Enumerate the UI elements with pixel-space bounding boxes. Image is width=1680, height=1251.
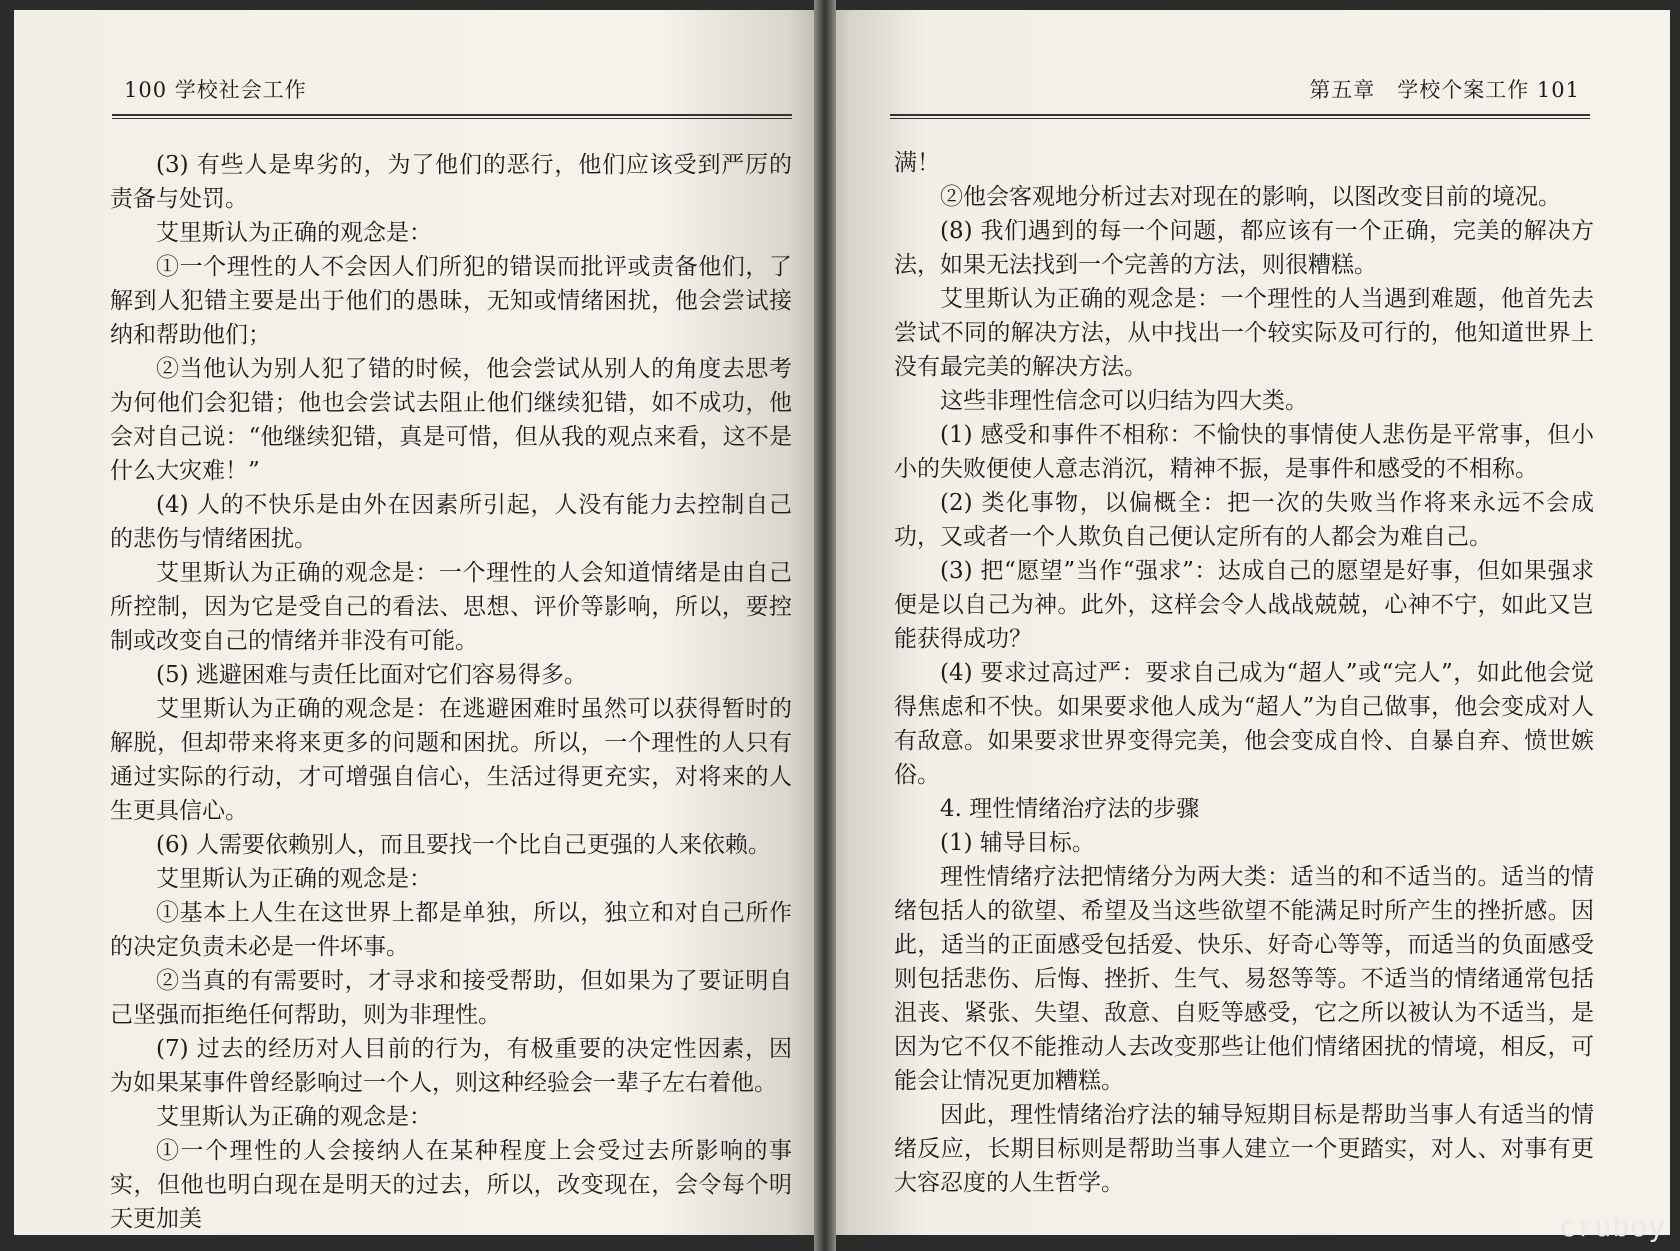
paragraph: 艾里斯认为正确的观念是： [156,1104,432,1130]
paragraph: ②他会客观地分析过去对现在的影响，以图改变目前的境况。 [940,184,1561,210]
paragraph: ②当真的有需要时，才寻求和接受帮助，但如果为了要证明自己坚强而拒绝任何帮助，则为非理性。 [110,968,792,1028]
paragraph: ②当他认为别人犯了错的时候，他会尝试从别人的角度去思考为何他们会犯错；他也会尝试去阻止他们继续犯错，如不成功，他会对自己说：“他继续犯错，真是可惜，但从我的观点来看，这不是什么大灾难！” [110,356,792,484]
left-page [14,10,822,1235]
paragraph: 艾里斯认为正确的观念是：一个理性的人当遇到难题，他首先去尝试不同的解决方法，从中找出一个较实际及可行的，他知道世界上没有最完美的解决方法。 [894,286,1594,380]
paragraph: 4. 理性情绪治疗法的步骤 [940,796,1200,822]
book-gutter [814,0,836,1251]
paragraph: (4) 人的不快乐是由外在因素所引起，人没有能力去控制自己的悲伤与情绪困扰。 [110,492,792,552]
paragraph: (2) 类化事物，以偏概全：把一次的失败当作将来永远不会成功，又或者一个人欺负自己便认定所有的人都会为难自己。 [894,490,1594,550]
right-page [824,10,1670,1235]
paragraph: (3) 把“愿望”当作“强求”：达成自己的愿望是好事，但如果强求便是以自己为神。此外，这样会令人战战兢兢，心神不宁，如此又岂能获得成功？ [894,558,1594,652]
watermark-text: cruboy [1558,1210,1666,1243]
left-page-body [110,148,792,1236]
paragraph: ①一个理性的人会接纳人在某种程度上会受过去所影响的事实，但他也明白现在是明天的过去，所以，改变现在，会令每个明天更加美 [110,1138,792,1232]
paragraph: (6) 人需要依赖别人，而且要找一个比自己更强的人来依赖。 [156,832,771,858]
paragraph: (3) 有些人是卑劣的，为了他们的恶行，他们应该受到严厉的责备与处罚。 [110,152,792,212]
paragraph: 艾里斯认为正确的观念是： [156,866,432,892]
paragraph: 因此，理性情绪治疗法的辅导短期目标是帮助当事人有适当的情绪反应，长期目标则是帮助当事人建立一个更踏实，对人、对事有更大容忍度的人生哲学。 [894,1102,1594,1196]
right-header-rule [890,114,1590,119]
left-page-header: 100 学校社会工作 [124,78,307,102]
left-header-rule [112,114,792,119]
paragraph: 理性情绪疗法把情绪分为两大类：适当的和不适当的。适当的情绪包括人的欲望、希望及当这些欲望不能满足时所产生的挫折感。因此，适当的正面感受包括爱、快乐、好奇心等等，而适当的负面感受则包括悲伤、后悔、挫折、生气、易怒等等。不适当的情绪通常包括沮丧、紧张、失望、敌意、自贬等感受，它之所以被认为不适当，是因为它不仅不能推动人去改变那些让他们情绪困扰的情境，相反，可能会让情况更加糟糕。 [894,864,1594,1094]
right-page-body [894,146,1594,1200]
paragraph: (1) 辅导目标。 [940,830,1095,856]
paragraph: ①基本上人生在这世界上都是单独，所以，独立和对自己所作的决定负责未必是一件坏事。 [110,900,792,960]
paragraph: (8) 我们遇到的每一个问题，都应该有一个正确，完美的解决方法，如果无法找到一个完善的方法，则很糟糕。 [894,218,1594,278]
paragraph: 艾里斯认为正确的观念是：在逃避困难时虽然可以获得暂时的解脱，但却带来将来更多的问题和困扰。所以，一个理性的人只有通过实际的行动，才可增强自信心，生活过得更充实，对将来的人生更具信心。 [110,696,792,824]
right-page-header: 第五章 学校个案工作 101 [1309,78,1580,102]
paragraph: (4) 要求过高过严：要求自己成为“超人”或“完人”，如此他会觉得焦虑和不快。如果要求他人成为“超人”为自己做事，他会变成对人有敌意。如果要求世界变得完美，他会变成自怜、自暴自弃、愤世嫉俗。 [894,660,1594,788]
paragraph: ①一个理性的人不会因人们所犯的错误而批评或责备他们，了解到人犯错主要是出于他们的愚昧，无知或情绪困扰，他会尝试接纳和帮助他们； [110,254,792,348]
paragraph: 这些非理性信念可以归结为四大类。 [940,388,1308,414]
paragraph: (1) 感受和事件不相称：不愉快的事情使人悲伤是平常事，但小小的失败便使人意志消沉，精神不振，是事件和感受的不相称。 [894,422,1594,482]
paragraph: 艾里斯认为正确的观念是：一个理性的人会知道情绪是由自己所控制，因为它是受自己的看法、思想、评价等影响，所以，要控制或改变自己的情绪并非没有可能。 [110,560,792,654]
paragraph: (5) 逃避困难与责任比面对它们容易得多。 [156,662,587,688]
paragraph: 艾里斯认为正确的观念是： [156,220,432,246]
paragraph: (7) 过去的经历对人目前的行为，有极重要的决定性因素，因为如果某事件曾经影响过一个人，则这种经验会一辈子左右着他。 [110,1036,792,1096]
paragraph: 满！ [894,150,940,176]
